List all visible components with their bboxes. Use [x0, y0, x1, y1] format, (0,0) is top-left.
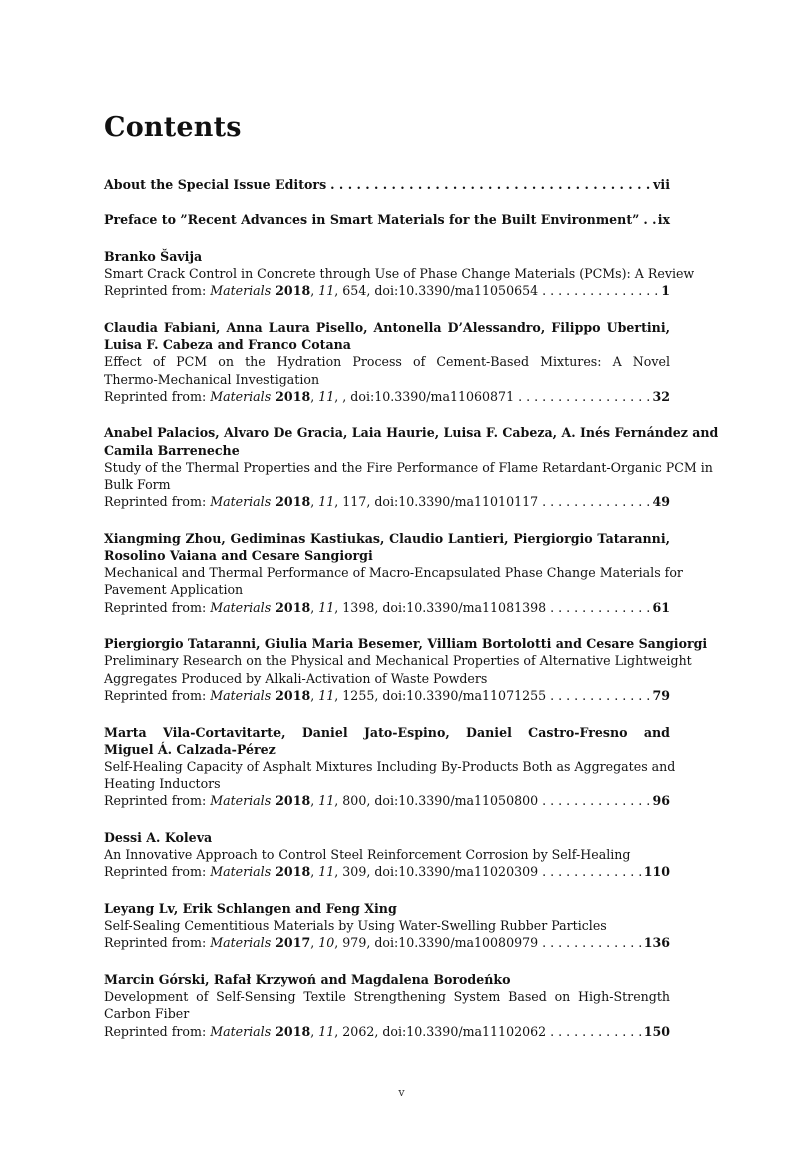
reprint-text: Reprinted from: Materials 2018, 11, 2062, doi:10.3390/ma11102062 — [104, 1023, 547, 1039]
journal-volume: 11 — [318, 283, 335, 299]
entry-title: Carbon Fiber — [104, 1006, 190, 1022]
reprint-details: , 654, doi:10.3390/ma11050654 — [334, 283, 539, 299]
journal-name: Materials — [210, 1023, 272, 1039]
journal-name: Materials — [210, 494, 272, 510]
reprint-text: Reprinted from: Materials 2018, 11, 1255, doi:10.3390/ma11071255 — [104, 687, 547, 703]
entry-authors: Camila Barreneche — [104, 442, 240, 458]
journal-volume: 11 — [318, 388, 335, 404]
entry-title: Aggregates Produced by Alkali-Activation of Waste Powders — [104, 670, 488, 686]
toc-entry[interactable] — [104, 635, 708, 704]
dot-leader — [546, 1023, 644, 1040]
contents-list — [104, 176, 719, 1040]
dot-leader — [514, 388, 652, 405]
entry-title: Self-Healing Capacity of Asphalt Mixtures Including By-Products Both as Aggregates and — [104, 758, 676, 774]
journal-year: 2018 — [275, 687, 311, 703]
reprint-details: , 979, doi:10.3390/ma10080979 — [334, 935, 539, 951]
entry-authors: Branko Šavija — [104, 248, 203, 264]
page-number-ref: 49 — [652, 494, 670, 510]
toc-entry[interactable] — [104, 971, 670, 1040]
page-number-ref: 79 — [652, 687, 670, 703]
journal-name: Materials — [210, 935, 272, 951]
entry-title: Heating Inductors — [104, 776, 221, 792]
toc-entry[interactable] — [104, 319, 670, 405]
entry-authors: Rosolino Vaiana and Cesare Sangiorgi — [104, 548, 373, 563]
reprint-details: , 1398, doi:10.3390/ma11081398 — [334, 599, 547, 615]
page-number-ref: 136 — [643, 935, 670, 951]
dot-leader — [538, 282, 661, 299]
entry-authors: Piergiorgio Tataranni, Giulia Maria Besemer, Villiam Bortolotti and Cesare Sangiorgi — [104, 636, 708, 652]
journal-name: Materials — [210, 864, 272, 880]
journal-name: Materials — [210, 388, 272, 404]
reprint-details: , 2062, doi:10.3390/ma11102062 — [334, 1023, 547, 1039]
entry-reprint — [104, 1023, 670, 1040]
journal-volume: 11 — [318, 599, 335, 615]
reprint-text: Reprinted from: Materials 2018, 11, 117, doi:10.3390/ma11010117 — [104, 494, 539, 510]
page-number-ref: 96 — [652, 793, 670, 809]
front-matter-item[interactable] — [104, 176, 670, 193]
toc-entry[interactable] — [104, 900, 670, 952]
entry-title: Bulk Form — [104, 476, 171, 492]
toc-entry[interactable] — [104, 724, 676, 810]
entry-title: Effect of PCM on the Hydration Process of Cement-Based Mixtures: A Novel — [104, 354, 670, 370]
journal-year: 2018 — [275, 599, 311, 615]
entry-authors: Claudia Fabiani, Anna Laura Pisello, Antonella D’Alessandro, Filippo Ubertini, — [104, 319, 670, 335]
entry-authors: Xiangming Zhou, Gediminas Kastiukas, Claudio Lantieri, Piergiorgio Tataranni, — [104, 530, 670, 546]
entry-reprint — [104, 934, 670, 951]
journal-year: 2018 — [275, 864, 311, 880]
journal-name: Materials — [210, 793, 272, 809]
page-number-ref: vii — [653, 177, 670, 192]
entry-title: Study of the Thermal Properties and the Fire Performance of Flame Retardant-Organic PCM in — [104, 459, 713, 475]
entry-reprint — [104, 863, 670, 880]
entry-title: An Innovative Approach to Control Steel Reinforcement Corrosion by Self-Healing — [104, 847, 631, 863]
journal-volume: 11 — [318, 1023, 335, 1039]
entry-authors: Luisa F. Cabeza and Franco Cotana — [104, 337, 351, 353]
journal-volume: 11 — [318, 864, 335, 880]
entry-authors: Miguel Á. Calzada-Pérez — [104, 741, 276, 757]
dot-leader — [639, 211, 657, 228]
journal-volume: 11 — [318, 494, 335, 510]
reprint-prefix: Reprinted from: — [104, 793, 211, 809]
entry-title: Smart Crack Control in Concrete through Use of Phase Change Materials (PCMs): A Review — [104, 266, 695, 282]
dot-leader — [546, 687, 652, 704]
entry-reprint — [104, 792, 670, 809]
front-matter-label: Preface to ”Recent Advances in Smart Materials for the Built Environment” — [104, 212, 640, 228]
toc-entry[interactable] — [104, 248, 695, 300]
entry-reprint — [104, 282, 670, 299]
front-matter-item[interactable] — [104, 211, 670, 228]
entry-title: Self-Sealing Cementitious Materials by Using Water-Swelling Rubber Particles — [104, 918, 607, 934]
page-number: v — [398, 1086, 405, 1099]
reprint-text: Reprinted from: Materials 2018, 11, 1398, doi:10.3390/ma11081398 — [104, 599, 547, 615]
entry-authors: Dessi A. Koleva — [104, 829, 213, 845]
reprint-text: Reprinted from: Materials 2017, 10, 979, doi:10.3390/ma10080979 — [104, 935, 539, 951]
reprint-prefix: Reprinted from: — [104, 1023, 211, 1039]
dot-leader — [538, 493, 652, 510]
reprint-prefix: Reprinted from: — [104, 388, 211, 404]
entry-authors: Marcin Górski, Rafał Krzywoń and Magdalena Borodeńko — [104, 972, 511, 988]
reprint-prefix: Reprinted from: — [104, 283, 211, 299]
reprint-text: Reprinted from: Materials 2018, 11, , doi:10.3390/ma11060871 — [104, 388, 515, 404]
entry-title: Pavement Application — [104, 582, 244, 598]
journal-volume: 11 — [318, 687, 335, 703]
journal-year: 2018 — [275, 793, 311, 809]
toc-entry[interactable] — [104, 829, 670, 881]
page-number-ref: 1 — [661, 283, 670, 299]
page-number-ref: 61 — [652, 599, 670, 615]
entry-title: Mechanical and Thermal Performance of Macro-Encapsulated Phase Change Materials for — [104, 565, 683, 581]
reprint-details: , 800, doi:10.3390/ma11050800 — [334, 793, 539, 809]
journal-year: 2018 — [275, 494, 311, 510]
entry-reprint — [104, 388, 670, 405]
page-number-ref: 110 — [643, 864, 670, 880]
reprint-details: , 1255, doi:10.3390/ma11071255 — [334, 687, 547, 703]
dot-leader — [538, 863, 644, 880]
entry-authors: Marta Vila-Cortavitarte, Daniel Jato-Espino, Daniel Castro-Fresno and — [104, 724, 670, 740]
reprint-prefix: Reprinted from: — [104, 494, 211, 510]
reprint-text: Reprinted from: Materials 2018, 11, 800, doi:10.3390/ma11050800 — [104, 793, 539, 809]
page-number-ref: 32 — [652, 388, 670, 404]
entry-title: Thermo-Mechanical Investigation — [104, 371, 320, 387]
reprint-prefix: Reprinted from: — [104, 599, 211, 615]
toc-entry[interactable] — [104, 530, 683, 616]
page-number-ref: ix — [657, 212, 670, 228]
front-matter-label: About the Special Issue Editors — [104, 177, 327, 192]
dot-leader — [538, 792, 652, 809]
dot-leader — [538, 934, 644, 951]
reprint-prefix: Reprinted from: — [104, 864, 211, 880]
journal-name: Materials — [210, 599, 272, 615]
reprint-details: , , doi:10.3390/ma11060871 — [334, 388, 515, 404]
reprint-prefix: Reprinted from: — [104, 935, 211, 951]
reprint-details: , 309, doi:10.3390/ma11020309 — [334, 864, 539, 880]
reprint-details: , 117, doi:10.3390/ma11010117 — [334, 494, 539, 510]
journal-name: Materials — [210, 687, 272, 703]
entry-reprint — [104, 687, 670, 704]
reprint-prefix: Reprinted from: — [104, 687, 211, 703]
entry-authors: Anabel Palacios, Alvaro De Gracia, Laia Haurie, Luisa F. Cabeza, A. Inés Fernández and — [104, 425, 719, 441]
entry-title: Development of Self-Sensing Textile Strengthening System Based on High-Strength — [104, 989, 670, 1005]
journal-year: 2018 — [275, 1023, 311, 1039]
journal-volume: 10 — [318, 935, 335, 951]
journal-name: Materials — [210, 283, 272, 299]
reprint-text: Reprinted from: Materials 2018, 11, 309, doi:10.3390/ma11020309 — [104, 864, 539, 880]
journal-year: 2017 — [275, 935, 311, 951]
entry-reprint — [104, 493, 670, 510]
dot-leader — [326, 176, 653, 193]
journal-year: 2018 — [275, 283, 311, 299]
dot-leader — [546, 599, 652, 616]
journal-volume: 11 — [318, 793, 335, 809]
reprint-text: Reprinted from: Materials 2018, 11, 654, doi:10.3390/ma11050654 — [104, 283, 539, 299]
entry-reprint — [104, 599, 670, 616]
entry-authors: Leyang Lv, Erik Schlangen and Feng Xing — [104, 901, 397, 916]
toc-entry[interactable] — [104, 424, 719, 510]
page-title: Contents — [104, 112, 242, 143]
journal-year: 2018 — [275, 388, 311, 404]
page-number-ref: 150 — [643, 1023, 670, 1039]
entry-title: Preliminary Research on the Physical and Mechanical Properties of Alternative Lightweight — [104, 653, 692, 669]
